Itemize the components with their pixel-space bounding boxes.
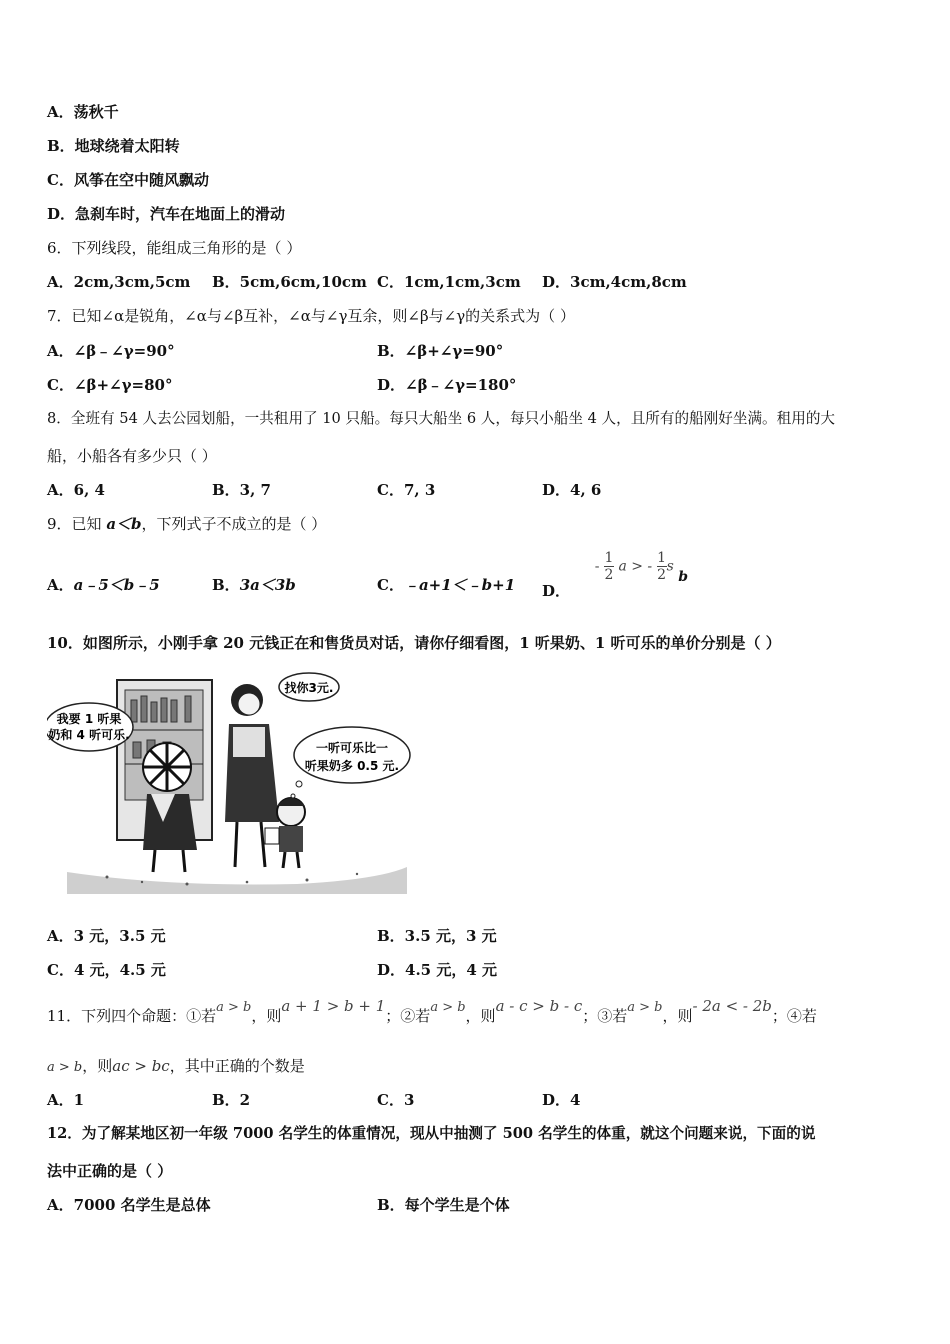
speech-bubble-girl: [47, 703, 133, 751]
q11-text: ，则: [465, 1007, 496, 1025]
q7-option-b: B．∠β+∠γ=90°: [377, 342, 504, 360]
q10-option-d: D．4.5 元，4 元: [377, 961, 497, 979]
q9-option-a: [47, 575, 160, 595]
q11-math: ac > bc: [112, 1057, 170, 1075]
q11-text: 11．下列四个命题：①若: [47, 1007, 217, 1025]
q11-stem-line1: [47, 997, 817, 1028]
q11-text: ，则: [82, 1057, 113, 1075]
boy-book: [265, 828, 279, 844]
bubble-girl-line2: 奶和 4 听可乐.: [48, 728, 130, 742]
q10-option-c: C．4 元，4.5 元: [47, 961, 166, 979]
thought-dot: [296, 781, 302, 787]
q5-option-b: B．地球绕着太阳转: [47, 137, 180, 155]
q11-text: ；②若: [385, 1007, 431, 1025]
bubble-girl-line1: 我要 1 听果: [56, 712, 122, 726]
q11-text: ，则: [662, 1007, 693, 1025]
bubble-saleswoman-text: 找你3元.: [284, 681, 334, 695]
thought-dot: [291, 794, 295, 798]
q10-illustration: [47, 672, 412, 894]
q12-option-a: A．7000 名学生是总体: [47, 1196, 211, 1214]
saleswoman-collar: [233, 727, 265, 757]
q12-option-b: B．每个学生是个体: [377, 1196, 510, 1214]
girl-leg: [183, 850, 185, 872]
q9-option-c-math: ﹣a+1＜﹣b+1: [403, 576, 516, 594]
q12-stem-line1: 12．为了解某地区初一年级 7000 名学生的体重情况，现从中抽测了 500 名学生的体重，就这个问题来说，下面的说: [47, 1125, 816, 1142]
q9-stem-suffix: ，下列式子不成立的是（ ）: [141, 515, 327, 533]
q9-stem-math: a＜b: [106, 515, 142, 533]
ground: [67, 867, 407, 894]
q11-text: ；③若: [582, 1007, 628, 1025]
q11-math: a > b: [430, 1000, 466, 1015]
q8-option-d: D．4, 6: [542, 481, 602, 499]
q9-option-c-label: C．: [377, 576, 404, 594]
q11-option-a: A．1: [47, 1091, 85, 1109]
q11-math: a > b: [627, 1000, 663, 1015]
q7-stem: 7．已知∠α是锐角，∠α与∠β互补，∠α与∠γ互余，则∠β与∠γ的关系式为（ ）: [47, 307, 575, 325]
q6-option-c: C．1cm,1cm,3cm: [377, 273, 521, 291]
q10-option-a: A．3 元，3.5 元: [47, 927, 166, 945]
girl-hat-pattern: [143, 743, 191, 791]
q9-option-d-minus: -: [594, 558, 600, 575]
q9-option-d-fraction2: $\frac{1}{2}$: [657, 550, 667, 583]
q11-text: ，其中正确的个数是: [169, 1057, 305, 1075]
q9-option-d-label: D．: [542, 581, 571, 600]
q8-option-c: C．7, 3: [377, 481, 436, 499]
boy-body: [279, 826, 303, 852]
girl-leg: [153, 850, 155, 872]
q9-option-b: [212, 575, 296, 595]
boy-hair: [277, 798, 305, 806]
q5-option-c: C．风筝在空中随风飘动: [47, 171, 209, 189]
q11-math: a - c > b - c: [495, 997, 583, 1015]
q11-math: a + 1 > b + 1: [281, 997, 386, 1015]
q11-text: ；④若: [771, 1007, 817, 1025]
q11-option-b: B．2: [212, 1091, 251, 1109]
q9-option-d-end: s: [666, 558, 674, 575]
saleswoman-leg: [235, 822, 237, 867]
q5-option-a: A．荡秋千: [47, 103, 119, 121]
q11-text: ，则: [251, 1007, 282, 1025]
q6-stem: 6．下列线段，能组成三角形的是（ ）: [47, 239, 302, 257]
q9-option-d-b: b: [678, 568, 689, 585]
boy-leg: [283, 852, 285, 868]
q8-stem-line1: 8．全班有 54 人去公园划船，一共租用了 10 只船。每只大船坐 6 人，每只小船坐 4 人，且所有的船刚好坐满。租用的大: [47, 410, 836, 427]
q9-option-d-mid: a > -: [618, 558, 653, 575]
q11-math: a > b: [47, 1060, 83, 1075]
q11-stem-line2: [47, 1056, 305, 1078]
speech-bubble-boy: [294, 727, 410, 783]
bubble-boy-line2: 听果奶多 0.5 元.: [304, 759, 400, 773]
q11-option-d: D．4: [542, 1091, 581, 1109]
q10-stem: 10．如图所示，小刚手拿 20 元钱正在和售货员对话，请你仔细看图，1 听果奶、1 听可乐的单价分别是（ ）: [47, 634, 781, 652]
q9-option-c: [377, 575, 515, 595]
q11-math: a > b: [216, 1000, 252, 1015]
q5-option-d: D．急刹车时，汽车在地面上的滑动: [47, 205, 286, 223]
q6-option-b: B．5cm,6cm,10cm: [212, 273, 367, 291]
q9-option-b-math: 3a＜3b: [239, 576, 296, 594]
boy-leg: [297, 852, 299, 868]
q9-option-d-fraction1: $\frac{1}{2}$: [604, 550, 614, 583]
q9-option-b-label: B．: [212, 576, 240, 594]
shop-scene-drawing: [47, 672, 412, 894]
q7-option-c: C．∠β+∠γ=80°: [47, 376, 173, 394]
q8-option-b: B．3, 7: [212, 481, 271, 499]
q12-stem-line2: 法中正确的是（ ）: [47, 1162, 173, 1180]
q9-option-a-label: A．: [47, 576, 74, 594]
q9-stem: [47, 514, 326, 534]
saleswoman-leg: [261, 822, 265, 867]
q10-option-b: B．3.5 元，3 元: [377, 927, 497, 945]
q11-math: - 2a < - 2b: [692, 997, 772, 1015]
q7-option-a: A．∠β﹣∠γ=90°: [47, 342, 175, 360]
q9-stem-prefix: 9．已知: [47, 515, 107, 533]
q9-option-d: [542, 550, 689, 600]
q9-option-d-math: [595, 550, 688, 583]
q8-option-a: A．6, 4: [47, 481, 105, 499]
q8-stem-line2: 船，小船各有多少只（ ）: [47, 447, 217, 465]
q7-option-d: D．∠β﹣∠γ=180°: [377, 376, 517, 394]
q6-option-d: D．3cm,4cm,8cm: [542, 273, 687, 291]
saleswoman-face: [238, 693, 260, 715]
q9-option-a-math: a﹣5＜b﹣5: [73, 576, 160, 594]
q11-option-c: C．3: [377, 1091, 415, 1109]
bubble-boy-line1: 一听可乐比一: [315, 741, 389, 755]
q6-option-a: A．2cm,3cm,5cm: [47, 273, 191, 291]
